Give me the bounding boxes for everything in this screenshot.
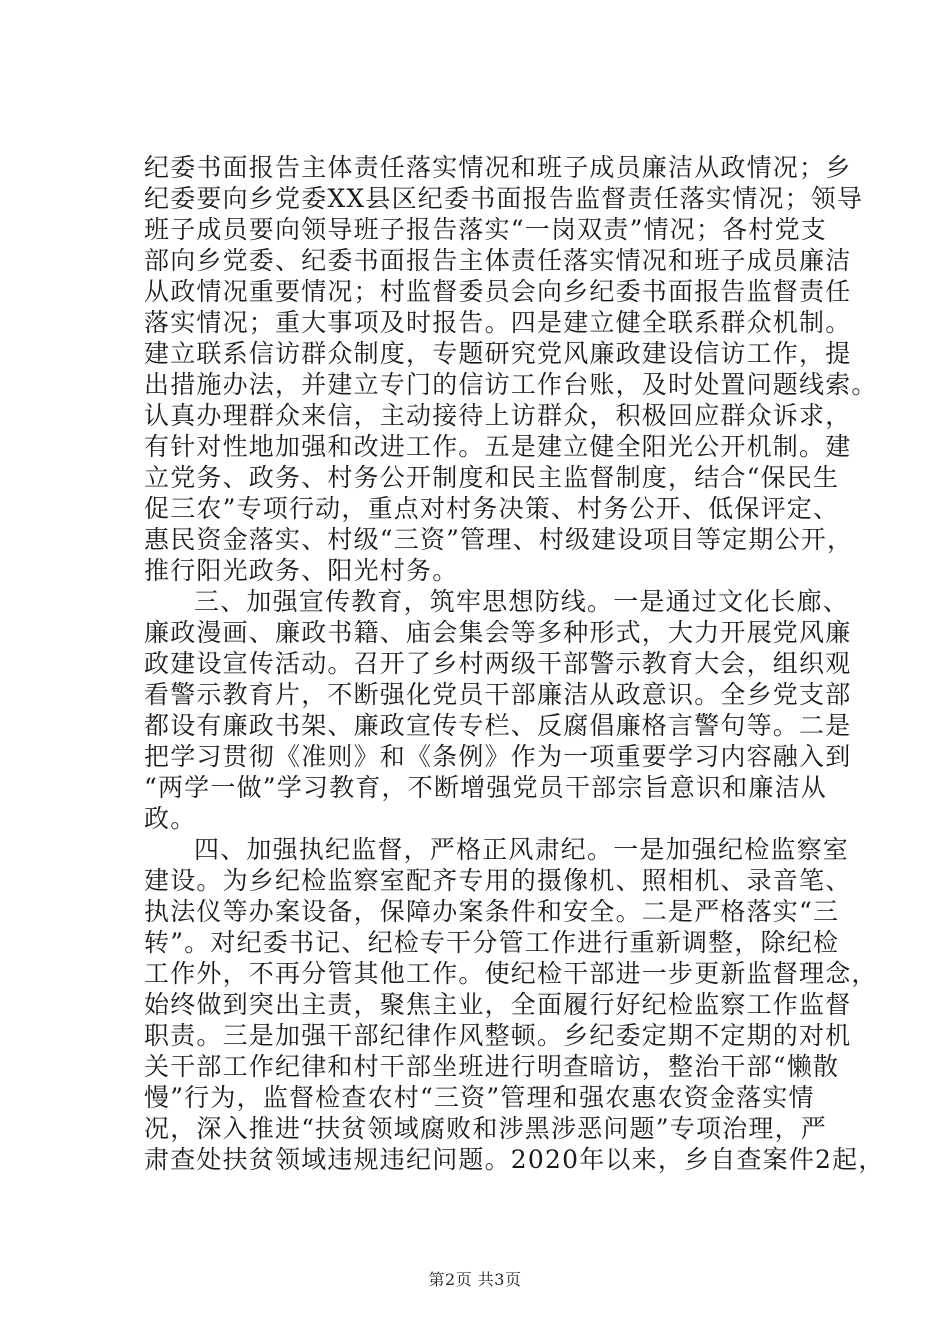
document-body [144,152,885,1175]
text-line: 建设。为乡纪检监察室配齐专用的摄像机、照相机、录音笔、 [144,866,852,895]
paragraph [144,586,852,834]
text-line: 看警示教育片，不断强化党员干部廉洁从政意识。全乡党支部 [144,680,852,709]
text-line: 出措施办法，并建立专门的信访工作台账，及时处置问题线索。 [144,370,878,399]
text-line: 三、加强宣传教育，筑牢思想防线。一是通过文化长廊、 [194,587,850,616]
text-line: 建立联系信访群众制度，专题研究党风廉政建设信访工作，提 [144,339,852,368]
text-line: “两学一做”学习教育，不断增强党员干部宗旨意识和廉洁从 [144,773,827,802]
text-line: 关干部工作纪律和村干部坐班进行明查暗访，整治干部“懒散 [144,1052,840,1081]
text-line: 从政情况重要情况；村监督委员会向乡纪委书面报告监督责任 [144,277,852,306]
text-line: 班子成员要向领导班子报告落实“一岗双责”情况；各村党支 [144,215,827,244]
text-line: 纪委书面报告主体责任落实情况和班子成员廉洁从政情况；乡 [144,153,852,182]
text-line: 促三农”专项行动，重点对村务决策、村务公开、低保评定、 [144,494,840,523]
text-line: 立党务、政务、村务公开制度和民主监督制度，结合“保民生 [144,463,840,492]
text-line: 部向乡党委、纪委书面报告主体责任落实情况和班子成员廉洁 [144,246,852,275]
text-line: 职责。三是加强干部纪律作风整顿。乡纪委定期不定期的对机 [144,1021,852,1050]
text-line: 肃查处扶贫领域违规违纪问题。2020年以来，乡自查案件2起， [144,1145,885,1174]
text-line: 政。 [144,804,197,833]
text-line: 政建设宣传活动。召开了乡村两级干部警示教育大会，组织观 [144,649,852,678]
text-line: 始终做到突出主责，聚焦主业，全面履行好纪检监察工作监督 [144,990,852,1019]
page-footer: 第2页 共3页 [428,1270,522,1289]
text-line: 四、加强执纪监督，严格正风肃纪。一是加强纪检监察室 [194,835,850,864]
text-line: 把学习贯彻《准则》和《条例》作为一项重要学习内容融入到 [144,742,852,771]
text-line: 工作外，不再分管其他工作。使纪检干部进一步更新监督理念， [144,959,878,988]
text-line: 落实情况；重大事项及时报告。四是建立健全联系群众机制。 [144,308,852,337]
text-line: 执法仪等办案设备，保障办案条件和安全。二是严格落实“三 [144,897,840,926]
text-line: 惠民资金落实、村级“三资”管理、村级建设项目等定期公开， [144,525,854,554]
paragraph [144,834,885,1175]
text-line: 推行阳光政务、阳光村务。 [144,556,459,585]
text-line: 慢”行为，监督检查农村“三资”管理和强农惠农资金落实情 [144,1083,815,1112]
text-line: 纪委要向乡党委XX县区纪委书面报告监督责任落实情况；领导 [144,184,864,213]
text-line: 都设有廉政书架、廉政宣传专栏、反腐倡廉格言警句等。二是 [144,711,852,740]
text-line: 转”。对纪委书记、纪检专干分管工作进行重新调整，除纪检 [144,928,840,957]
text-line: 有针对性地加强和改进工作。五是建立健全阳光公开机制。建 [144,432,852,461]
text-line: 况，深入推进“扶贫领域腐败和涉黑涉恶问题”专项治理，严 [144,1114,827,1143]
text-line: 廉政漫画、廉政书籍、庙会集会等多种形式，大力开展党风廉 [144,618,852,647]
text-line: 认真办理群众来信，主动接待上访群众，积极回应群众诉求， [144,401,852,430]
paragraph [144,152,878,586]
